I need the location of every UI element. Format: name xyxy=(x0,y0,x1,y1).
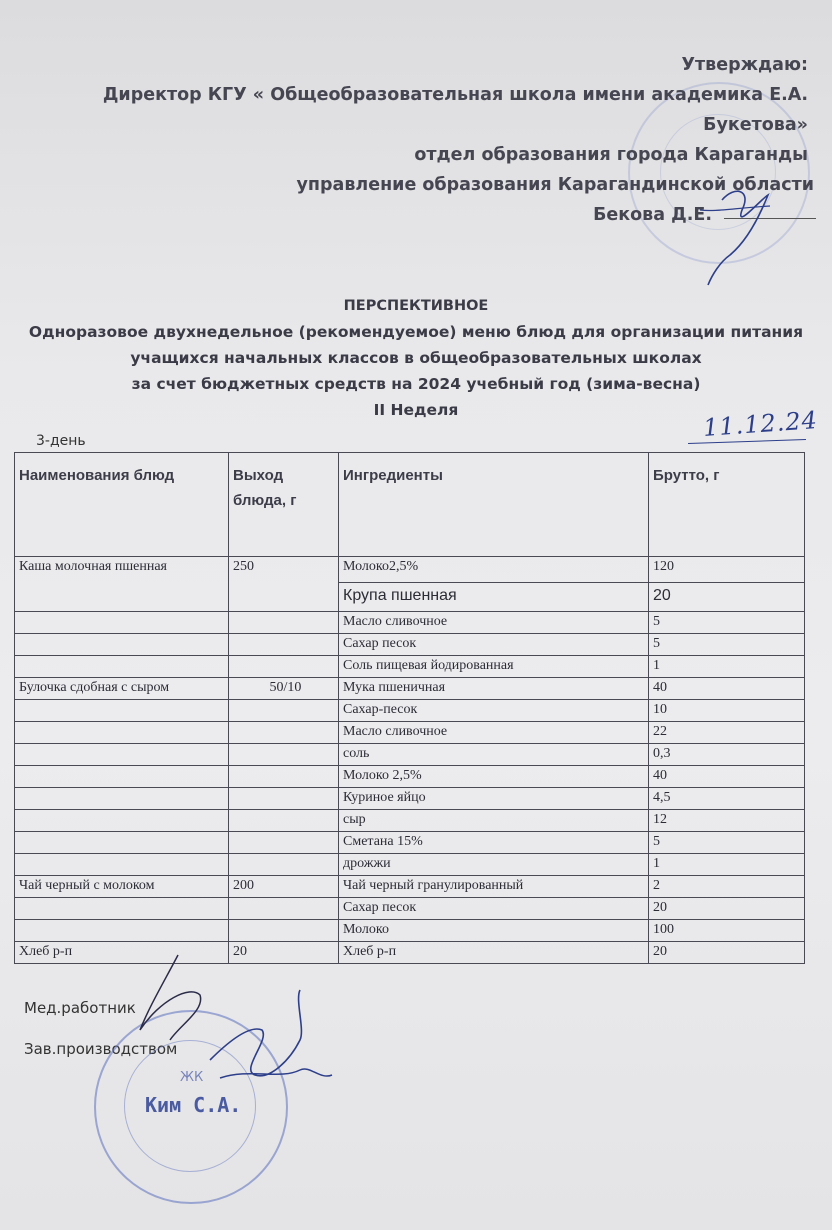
approval-line-1: Утверждаю: xyxy=(681,55,808,75)
yield-cell: 250 xyxy=(229,557,339,583)
gross-cell: 4,5 xyxy=(649,788,805,810)
header-ingredients: Ингредиенты xyxy=(339,453,649,557)
gross-cell: 5 xyxy=(649,634,805,656)
gross-cell: 40 xyxy=(649,766,805,788)
approval-line-3: Букетова» xyxy=(703,115,808,135)
approval-line-5: управление образования Карагандинской области xyxy=(296,175,814,195)
gross-cell: 5 xyxy=(649,832,805,854)
dish-cell: Хлеб р-п xyxy=(15,942,229,964)
ingredient-cell: Соль пищевая йодированная xyxy=(339,656,649,678)
dish-cell: Каша молочная пшенная xyxy=(15,557,229,583)
med-worker-label: Мед.работник xyxy=(24,999,136,1017)
yield-cell: 20 xyxy=(229,942,339,964)
gross-cell: 20 xyxy=(649,898,805,920)
ingredient-cell: сыр xyxy=(339,810,649,832)
ingredient-cell: Молоко xyxy=(339,920,649,942)
heading-line-3: за счет бюджетных средств на 2024 учебный год (зима-весна) xyxy=(131,375,701,393)
header-gross: Брутто, г xyxy=(649,453,805,557)
gross-cell: 10 xyxy=(649,700,805,722)
ingredient-cell: Сахар-песок xyxy=(339,700,649,722)
ingredient-cell: Молоко 2,5% xyxy=(339,766,649,788)
gross-cell: 20 xyxy=(649,583,805,612)
heading-line-2: учащихся начальных классов в общеобразовательных школах xyxy=(130,349,702,367)
heading-line-1: Одноразовое двухнедельное (рекомендуемое) меню блюд для организации питания xyxy=(28,323,804,341)
gross-cell: 1 xyxy=(649,656,805,678)
header-yield: Выход блюда, г xyxy=(229,453,339,557)
med-worker-signature xyxy=(140,955,201,1040)
approval-line-2: Директор КГУ « Общеобразовательная школа имени академика Е.А. xyxy=(102,85,808,105)
gross-cell: 0,3 xyxy=(649,744,805,766)
gross-cell: 5 xyxy=(649,612,805,634)
ingredient-cell: Куриное яйцо xyxy=(339,788,649,810)
ingredient-cell: Сметана 15% xyxy=(339,832,649,854)
director-signature-loop xyxy=(700,206,770,211)
ingredient-cell: соль xyxy=(339,744,649,766)
gross-cell: 2 xyxy=(649,876,805,898)
stamp-initials: ЖК xyxy=(180,1070,204,1085)
dish-cell: Чай черный с молоком xyxy=(15,876,229,898)
gross-cell: 1 xyxy=(649,854,805,876)
gross-cell: 40 xyxy=(649,678,805,700)
ingredient-cell: Масло сливочное xyxy=(339,612,649,634)
approval-line-6: Бекова Д.Е. xyxy=(593,205,712,225)
ingredient-cell: Чай черный гранулированный xyxy=(339,876,649,898)
ingredient-cell: Молоко2,5% xyxy=(339,557,649,583)
gross-cell: 12 xyxy=(649,810,805,832)
ingredient-cell: дрожжи xyxy=(339,854,649,876)
ingredient-cell: Масло сливочное xyxy=(339,722,649,744)
ingredient-cell: Сахар песок xyxy=(339,634,649,656)
gross-cell: 120 xyxy=(649,557,805,583)
chef-signature xyxy=(210,990,301,1076)
chef-label: Зав.производством xyxy=(24,1040,178,1058)
ingredient-cell: Мука пшеничная xyxy=(339,678,649,700)
yield-cell: 200 xyxy=(229,876,339,898)
gross-cell: 100 xyxy=(649,920,805,942)
stamp-name: Ким С.А. xyxy=(145,1093,242,1117)
yield-cell: 50/10 xyxy=(229,678,339,700)
gross-cell: 20 xyxy=(649,942,805,964)
ingredient-cell: Сахар песок xyxy=(339,898,649,920)
header-dish: Наименования блюд xyxy=(15,453,229,557)
handwritten-date: 11.12.24 xyxy=(702,406,819,442)
heading-line-4: II Неделя xyxy=(373,401,459,419)
heading-title: ПЕРСПЕКТИВНОЕ xyxy=(343,298,489,314)
ingredient-cell: Хлеб р-п xyxy=(339,942,649,964)
director-signature xyxy=(708,191,768,285)
gross-cell: 22 xyxy=(649,722,805,744)
ingredient-cell: Крупа пшенная xyxy=(339,583,649,612)
day-label: 3-день xyxy=(36,433,86,449)
dish-cell: Булочка сдобная с сыром xyxy=(15,678,229,700)
approval-line-4: отдел образования города Караганды xyxy=(414,145,808,165)
